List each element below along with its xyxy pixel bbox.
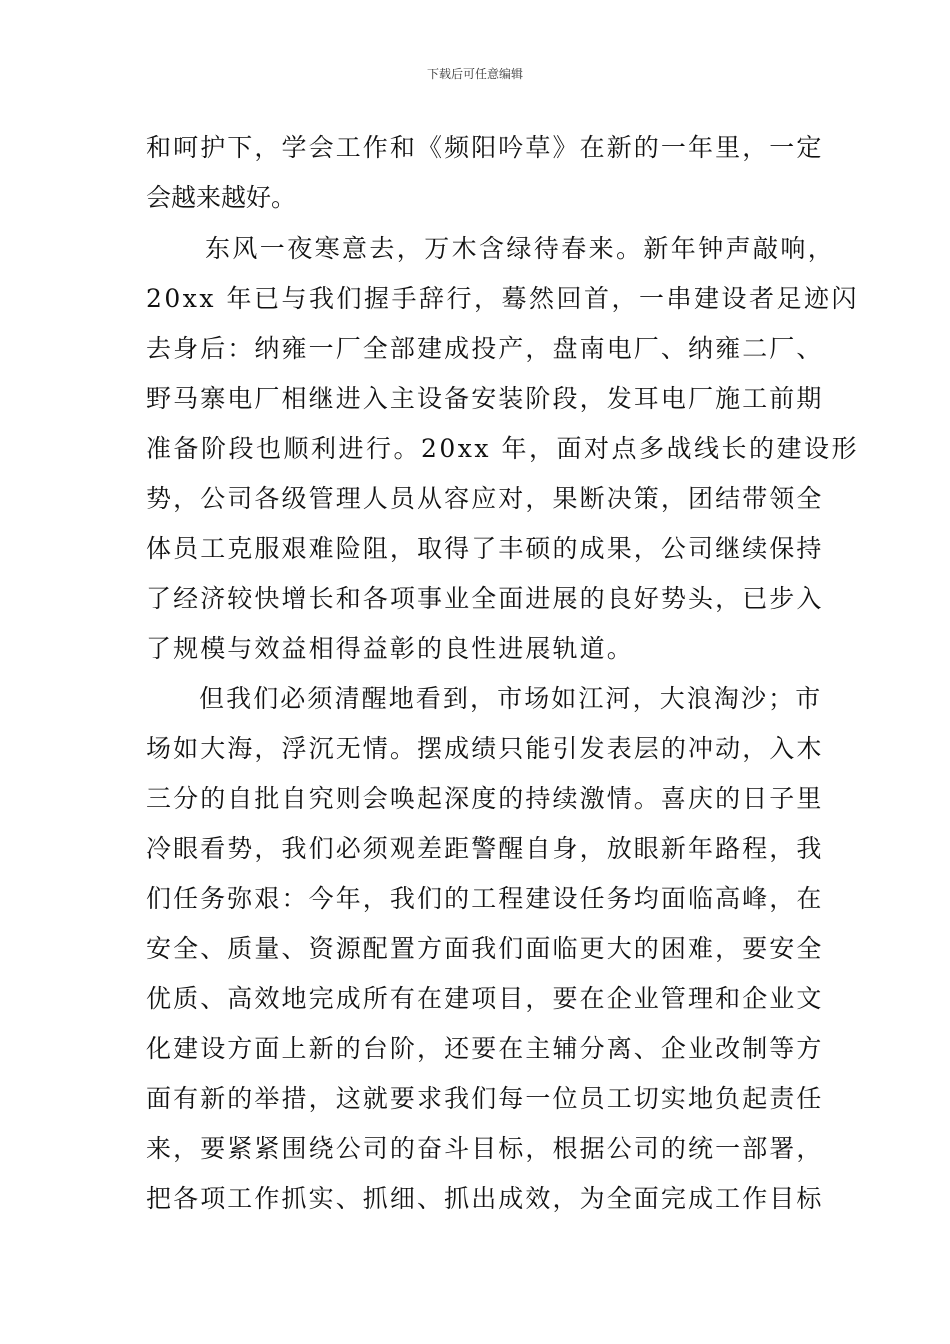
text-line: 会越来越好。 [146,183,297,212]
text-line: 了规模与效益相得益彰的良性进展轨道。 [146,634,634,663]
page-header: 下载后可任意编辑 [426,67,523,81]
text-line: 场如大海，浮沉无情。摆成绩只能引发表层的冲动，入木 [146,734,824,763]
text-line: 了经济较快增长和各项事业全面进展的良好势头，已步入 [146,584,824,613]
text-line: 三分的自批自究则会唤起深度的持续激情。喜庆的日子里 [146,784,824,813]
text-line: 东风一夜寒意去，万木含绿待春来。新年钟声敲响， [205,234,836,263]
text-line: 把各项工作抓实、抓细、抓出成效，为全面完成工作目标 [146,1184,824,1213]
text-line: 们任务弥艰：今年，我们的工程建设任务均面临高峰，在 [146,884,824,913]
text-line: 准备阶段也顺利进行。20xx 年，面对点多战线长的建设形 [146,434,859,463]
text-line: 20xx 年已与我们握手辞行，蓦然回首，一串建设者足迹闪 [146,284,859,313]
text-line: 野马寨电厂相继进入主设备安装阶段，发耳电厂施工前期 [146,384,824,413]
text-line: 但我们必须清醒地看到，市场如江河，大浪淘沙；市 [199,684,823,713]
text-line: 面有新的举措，这就要求我们每一位员工切实地负起责任 [146,1084,824,1113]
text-line: 势，公司各级管理人员从容应对，果断决策，团结带领全 [146,484,824,513]
text-line: 冷眼看势，我们必须观差距警醒自身，放眼新年路程，我 [146,834,824,863]
text-line: 安全、质量、资源配置方面我们面临更大的困难，要安全 [146,934,824,963]
text-line: 化建设方面上新的台阶，还要在主辅分离、企业改制等方 [146,1034,824,1063]
text-line: 优质、高效地完成所有在建项目，要在企业管理和企业文 [146,984,824,1013]
text-line: 体员工克服艰难险阻，取得了丰硕的成果，公司继续保持 [146,534,824,563]
text-line: 来，要紧紧围绕公司的奋斗目标，根据公司的统一部署， [146,1134,824,1163]
text-line: 和呵护下，学会工作和《频阳吟草》在新的一年里，一定 [146,133,824,162]
text-line: 去身后：纳雍一厂全部建成投产，盘南电厂、纳雍二厂、 [146,334,824,363]
